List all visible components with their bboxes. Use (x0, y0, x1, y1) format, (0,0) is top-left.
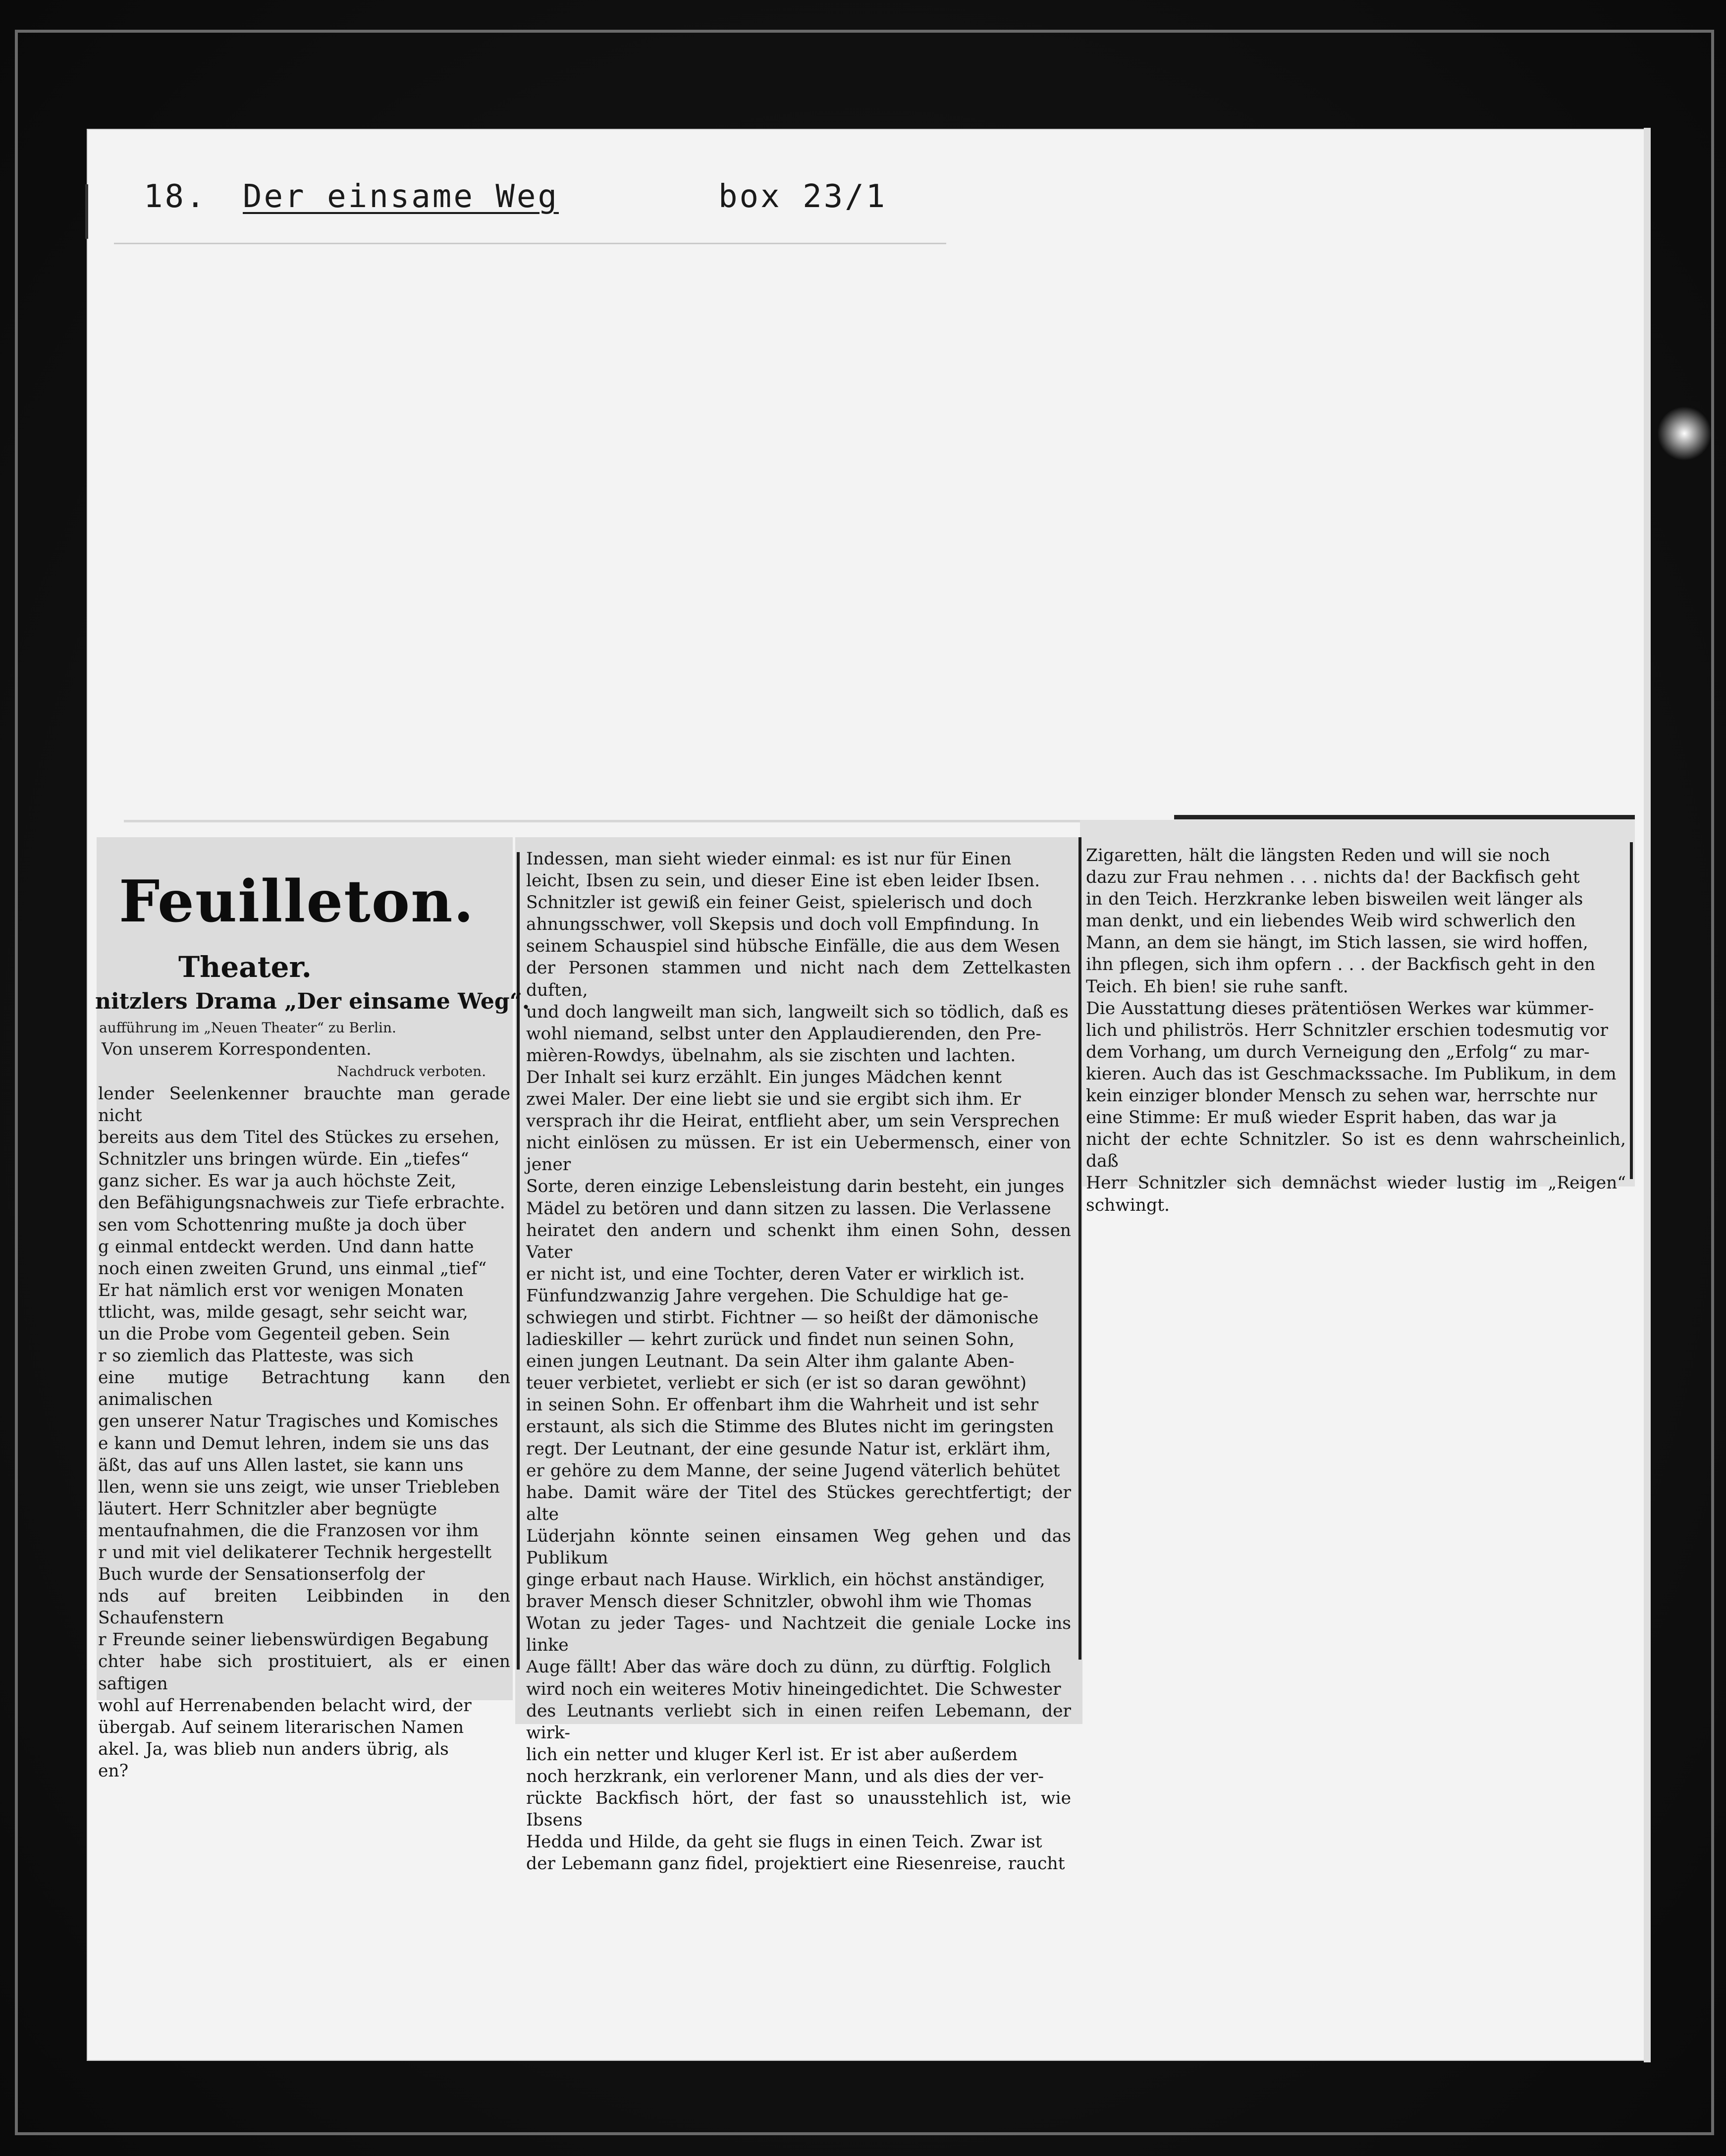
blank-area-rule (124, 820, 1130, 822)
label-number: 18. (144, 178, 207, 215)
frame-border-top (15, 30, 1714, 33)
frame-border-right (1711, 30, 1714, 2135)
correspondent-line: Von unserem Korrespondenten. (102, 1039, 372, 1059)
frame-border-bottom (15, 2132, 1714, 2135)
column-rule-3 (1630, 842, 1633, 1179)
premiere-note: aufführung im „Neuen Theater“ zu Berlin. (99, 1020, 396, 1036)
article-column-3: Zigaretten, hält die längsten Reden und will sie noch dazu zur Frau nehmen . . . nichts da! der Backfisch geht in den Teich. Herzkranke leben bisweilen weit länger als man denkt, und ein liebendes Weib wird schwerlich den Mann, an dem sie hängt, im Stich lassen, sie wird hoffen, ihn pflegen, sich ihm opfern . . . der Backfisch geht in den Teich. Eh bien! sie ruhe sanft. Die Ausstattung dieses prätentiösen Werkes war kümmer- lich und philiströs. Herr Schnitzler erschien todesmutig vor dem Vorhang, um durch Verneigung den „Erfolg“ zu mar- kieren. Auch das ist Geschmackssache. Im Publikum, in dem kein einziger blonder Mensch zu sehen war, herrschte nur eine Stimme: Er muß wieder Esprit haben, das war ja nicht der echte Schnitzler. So ist es denn wahrscheinlich, daß Herr Schnitzler sich demnächst wieder lustig im „Reigen“ schwingt. (1086, 846, 1626, 1215)
clipping-top-bar (1174, 815, 1635, 819)
header-rule (114, 243, 946, 244)
article-subtitle: nitzlers Drama „Der einsame Weg“. (95, 989, 530, 1014)
label-box: box 23/1 (718, 178, 887, 215)
reprint-notice: Nachdruck verboten. (337, 1063, 486, 1079)
column-rule-2 (1079, 837, 1081, 1660)
frame-border-left (15, 30, 18, 2135)
label-title: Der einsame Weg (243, 178, 559, 215)
column-rule-1 (517, 852, 520, 1670)
sheet-edge (1644, 128, 1651, 2062)
margin-mark (85, 184, 88, 239)
section-heading: Feuilleton. (119, 868, 475, 935)
article-column-2: Indessen, man sieht wieder einmal: es ist nur für Einen leicht, Ibsen zu sein, und dieser Eine ist eben leider Ibsen. Schnitzler ist gewiß ein feiner Geist, spielerisch und doch ahnungsschwer, voll Skepsis und doch voll Empfindung. In seinem Schauspiel sind hübsche Einfälle, die aus dem Wesen der Personen stammen und nicht nach dem Zettelkasten duften, und doch langweilt man sich, langweilt sich so tödlich, daß es wohl niemand, selbst unter den Applaudierenden, den Pre- mièren-Rowdys, übelnahm, als sie zischten und lachten. Der Inhalt sei kurz erzählt. Ein junges Mädchen kennt zwei Maler. Der eine liebt sie und sie ergibt sich ihm. Er versprach ihr die Heirat, entflieht aber, um sein Versprechen nicht einlösen zu müssen. Er ist ein Uebermensch, einer von jener Sorte, deren einzige Lebensleistung darin besteht, ein junges Mädel zu betören und dann sitzen zu lassen. Die Verlassene heiratet den andern und schenkt ihm einen Sohn, dessen Vater er nicht ist, und eine Tochter, deren Vater er wirklich ist. Fünfundzwanzig Jahre vergehen. Die Schuldige hat ge- schwiegen und stirbt. Fichtner — so heißt der dämonische ladieskiller — kehrt zurück und findet nun seinen Sohn, einen jungen Leutnant. Da sein Alter ihm galante Aben- teuer verbietet, verliebt er sich (er ist so daran gewöhnt) in seinen Sohn. Er offenbart ihm die Wahrheit und ist sehr erstaunt, als sich die Stimme des Blutes nicht im geringsten regt. Der Leutnant, der eine gesunde Natur ist, erklärt ihm, er gehöre zu dem Manne, der seine Jugend väterlich behütet habe. Damit wäre der Titel des Stückes gerechtfertigt; der alte Lüderjahn könnte seinen einsamen Weg gehen und das Publikum ginge erbaut nach Hause. Wirklich, ein höchst anständiger, braver Mensch dieser Schnitzler, obwohl ihm wie Thomas Wotan zu jeder Tages- und Nachtzeit die geniale Locke ins linke Auge fällt! Aber das wäre doch zu dünn, zu dürftig. Folglich wird noch ein weiteres Motiv hineingedichtet. Die Schwester des Leutnants verliebt sich in einen reifen Lebemann, der wirk- lich ein netter und kluger Kerl ist. Er ist aber außerdem noch herzkrank, ein verlorener Mann, und als dies der ver- rückte Backfisch hört, der fast so unausstehlich ist, wie Ibsens Hedda und Hilde, da geht sie flugs in einen Teich. Zwar ist der Lebemann ganz fidel, projektiert eine Riesenreise, raucht (526, 849, 1071, 1874)
article-heading: Theater. (178, 950, 312, 984)
article-column-1: lender Seelenkenner brauchte man gerade nicht bereits aus dem Titel des Stückes zu ersehen, Schnitzler uns bringen würde. Ein „tiefes“ ganz sicher. Es war ja auch höchste Zeit, den Befähigungsnachweis zur Tiefe erbrachte. sen vom Schottenring mußte ja doch über g einmal entdeckt werden. Und dann hatte noch einen zweiten Grund, uns einmal „tief“ Er hat nämlich erst vor wenigen Monaten ttlicht, was, milde gesagt, sehr seicht war, un die Probe vom Gegenteil geben. Sein r so ziemlich das Platteste, was sich eine mutige Betrachtung kann den animalischen gen unserer Natur Tragisches und Komisches e kann und Demut lehren, indem sie uns das äßt, das auf uns Allen lastet, sie kann uns llen, wenn sie uns zeigt, wie unser Triebleben läutert. Herr Schnitzler aber begnügte mentaufnahmen, die die Franzosen vor ihm r und mit viel delikaterer Technik hergestellt Buch wurde der Sensationserfolg der nds auf breiten Leibbinden in den Schaufenstern r Freunde seiner liebenswürdigen Begabung chter habe sich prostituiert, als er einen saftigen wohl auf Herrenabenden belacht wird, der übergab. Auf seinem literarischen Namen akel. Ja, was blieb nun anders übrig, als en? (98, 1084, 510, 1781)
